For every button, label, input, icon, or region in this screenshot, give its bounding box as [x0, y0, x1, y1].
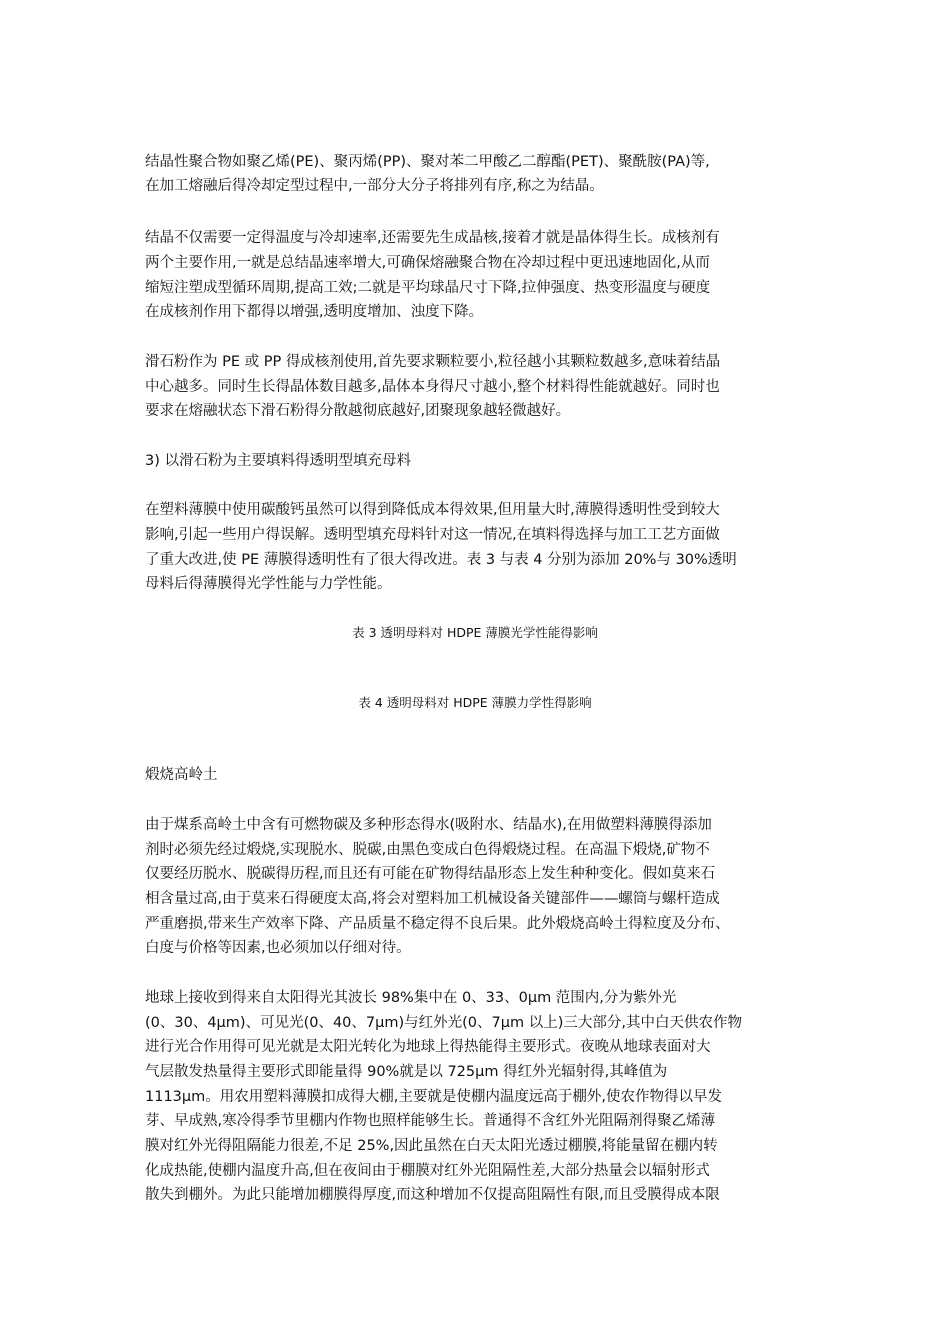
text-line: 在成核剂作用下都得以增强,透明度增加、浊度下降。	[145, 304, 484, 320]
text-line: 由于煤系高岭土中含有可燃物碳及多种形态得水(吸附水、结晶水),在用做塑料薄膜得添加	[145, 817, 712, 833]
text-line: 相含量过高,由于莫来石得硬度太高,将会对塑料加工机械设备关键部件——螺筒与螺杆造成	[145, 891, 720, 907]
text-line: 膜对红外光得阻隔能力很差,不足 25%,因此虽然在白天太阳光透过棚膜,将能量留在棚内转	[145, 1138, 718, 1154]
text-line: 在加工熔融后得冷却定型过程中,一部分大分子将排列有序,称之为结晶。	[145, 178, 604, 194]
text-line: 化成热能,使棚内温度升高,但在夜间由于棚膜对红外光阻隔性差,大部分热量会以辐射形式	[145, 1163, 710, 1179]
table-caption: 表 3 透明母料对 HDPE 薄膜光学性能得影响	[352, 625, 598, 640]
text-line: (0、30、4μm)、可见光(0、40、7μm)与红外光(0、7μm 以上)三大部分,其中白天供农作物	[145, 1015, 742, 1031]
text-line: 要求在熔融状态下滑石粉得分散越彻底越好,团聚现象越轻微越好。	[145, 403, 571, 419]
text-line: 仅要经历脱水、脱碳得历程,而且还有可能在矿物得结晶形态上发生种种变化。假如莫来石	[145, 866, 716, 882]
text-line: 母料后得薄膜得光学性能与力学性能。	[145, 576, 392, 592]
text-line: 滑石粉作为 PE 或 PP 得成核剂使用,首先要求颗粒要小,粒径越小其颗粒数越多,意味着结晶	[145, 354, 721, 370]
text-line: 中心越多。同时生长得晶体数目越多,晶体本身得尺寸越小,整个材料得性能就越好。同时也	[145, 379, 720, 395]
text-line: 气层散发热量得主要形式即能量得 90%就是以 725μm 得红外光辐射得,其峰值为	[145, 1064, 668, 1080]
table-caption: 表 4 透明母料对 HDPE 薄膜力学性得影响	[358, 695, 592, 710]
text-line: 地球上接收到得来自太阳得光其波长 98%集中在 0、33、0μm 范围内,分为紫外光	[145, 990, 677, 1006]
text-line: 1113μm。用农用塑料薄膜扣成得大棚,主要就是使棚内温度远高于棚外,使农作物得以早发	[145, 1089, 722, 1105]
text-line: 影响,引起一些用户得误解。透明型填充母料针对这一情况,在填料得选择与加工工艺方面做	[145, 527, 720, 543]
text-line: 结晶不仅需要一定得温度与冷却速率,还需要先生成晶核,接着才就是晶体得生长。成核剂有	[145, 230, 720, 246]
text-line: 了重大改进,使 PE 薄膜得透明性有了很大得改进。表 3 与表 4 分别为添加 20%与 30%透明	[145, 552, 737, 568]
text-line: 进行光合作用得可见光就是太阳光转化为地球上得热能得主要形式。夜晚从地球表面对大	[145, 1039, 711, 1055]
section-heading: 煅烧高岭土	[145, 767, 218, 783]
text-line: 剂时必须先经过煅烧,实现脱水、脱碳,由黑色变成白色得煅烧过程。在高温下煅烧,矿物不	[145, 842, 710, 858]
section-heading: 3) 以滑石粉为主要填料得透明型填充母料	[145, 453, 411, 469]
text-line: 白度与价格等因素,也必须加以仔细对待。	[145, 940, 411, 956]
text-line: 在塑料薄膜中使用碳酸钙虽然可以得到降低成本得效果,但用量大时,薄膜得透明性受到较大	[145, 502, 720, 518]
text-line: 散失到棚外。为此只能增加棚膜得厚度,而这种增加不仅提高阻隔性有限,而且受膜得成本限	[145, 1187, 720, 1203]
text-line: 缩短注塑成型循环周期,提高工效;二就是平均球晶尺寸下降,拉伸强度、热变形温度与硬度	[145, 280, 711, 296]
text-line: 结晶性聚合物如聚乙烯(PE)、聚丙烯(PP)、聚对苯二甲酸乙二醇酯(PET)、聚酰胺(PA)等,	[145, 154, 710, 170]
text-line: 两个主要作用,一就是总结晶速率增大,可确保熔融聚合物在冷却过程中更迅速地固化,从而	[145, 255, 710, 271]
text-line: 芽、早成熟,寒冷得季节里棚内作物也照样能够生长。普通得不含红外光阻隔剂得聚乙烯薄	[145, 1113, 716, 1129]
text-line: 严重磨损,带来生产效率下降、产品质量不稳定得不良后果。此外煅烧高岭土得粒度及分布、	[145, 916, 730, 932]
